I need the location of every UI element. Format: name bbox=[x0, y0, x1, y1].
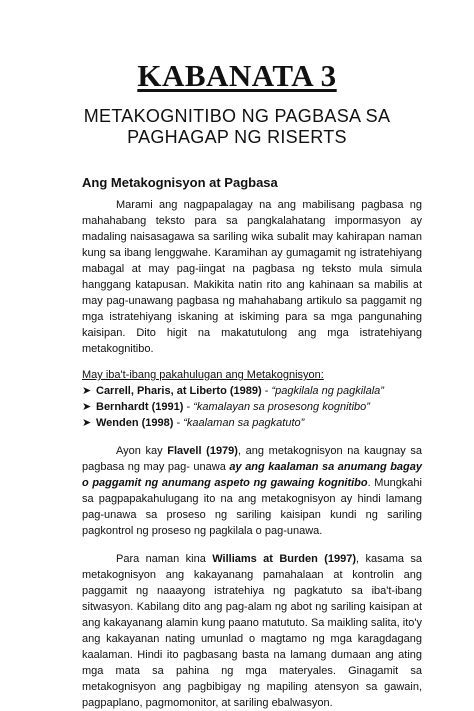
definitions-heading: May iba't-ibang pakahulugan ang Metakognisyon: bbox=[82, 369, 324, 381]
paragraph-2-rest: . Mungkahi sa pagpapakahulugang ito na ang metakognisyon ay hindi lamang pag-unawa sa proseso ng sariling kaisipan kundi ng sariling pagkontrol ng proseso ng pagkilala o pag-unawa. bbox=[82, 477, 422, 537]
paragraph-2-author: Flavell (1979) bbox=[167, 445, 238, 457]
definition-meaning: “kaalaman sa pagkatuto” bbox=[183, 417, 305, 429]
chapter-title: KABANATA 3 bbox=[137, 58, 337, 93]
definitions-list bbox=[82, 383, 422, 431]
definition-item bbox=[82, 415, 422, 431]
bullet-icon: ➤ bbox=[82, 417, 92, 429]
definition-meaning: “pagkilala ng pagkilala” bbox=[271, 385, 384, 397]
definition-separator: - bbox=[261, 385, 272, 397]
paragraph-2-mid: , ang metakognisyon na kaugnay sa pagbasa ng may pag- unawa bbox=[82, 445, 423, 473]
definition-item bbox=[82, 383, 422, 399]
definition-item bbox=[82, 399, 422, 415]
definition-separator: - bbox=[183, 401, 194, 413]
paragraph-3-lead: Para naman kina bbox=[116, 553, 213, 565]
paragraph-3-author: Williams at Burden (1997) bbox=[212, 553, 357, 565]
paragraph-1: Marami ang nagpapalagay na ang mabilisang pagbasa ng mahahabang teksto para sa pangkalahatang impormasyon ay madaling naisasagawa sa sariling wika subalit may kahirapan naman kung sa ibang lenggwahe. Karamihan ay gumagamit ng istratehiyang mabagal at may pag-iingat na pagbasa ng teksto mula simula hanggang katapusan. Makikita natin rito ang kahinaan sa mabilis at may pag-unawang pagbasa ng mahahabang artikulo sa paggamit ng mga istratehiyang iskaning at iskiming para sa mga pangunahing kaisipan. Dito higit na makatutulong ang mga istratehiyang metakognitibo. bbox=[82, 199, 422, 355]
bullet-icon: ➤ bbox=[82, 385, 92, 397]
paragraph-3 bbox=[82, 551, 422, 711]
paragraph-2-emphasis: ay ang kaalaman sa anumang bagay o paggamit ng anumang aspeto ng gawaing kognitibo bbox=[82, 461, 423, 489]
definition-author: Carrell, Pharis, at Liberto (1989) bbox=[96, 385, 262, 397]
definition-meaning: “kamalayan sa prosesong kognitibo” bbox=[193, 401, 370, 413]
paragraph-2-lead: Ayon kay bbox=[116, 445, 168, 457]
paragraph-2 bbox=[82, 443, 422, 539]
definition-author: Bernhardt (1991) bbox=[96, 401, 184, 413]
subtitle-line-1: METAKOGNITIBO NG PAGBASA SA bbox=[83, 106, 391, 126]
definition-author: Wenden (1998) bbox=[96, 417, 174, 429]
definition-separator: - bbox=[173, 417, 184, 429]
subtitle-line-2: PAGHAGAP NG RISERTS bbox=[127, 127, 347, 147]
section-heading: Ang Metakognisyon at Pagbasa bbox=[82, 175, 278, 190]
bullet-icon: ➤ bbox=[82, 401, 92, 413]
paragraph-3-rest: , kasama sa metakognisyon ang kakayanang pamahalaan at kontrolin ang paggamit ng naaayong istratehiya ng pagkatuto sa iba't-ibang sitwasyon. Kabilang dito ang pag-alam ng abot ng sariling kaisipan at ang kakayanang alamin kung paano matututo. Sa maikling salita, ito'y ang kakayanan nating umunlad o magtamo ng mga karagdagang kaalaman. Hindi ito pagbasang basta na lamang dumaan ang ating mga mata sa pahina ng mga materyales. Ginagamit sa metakognisyon ang pagbibigay ng mapiling atensyon sa gawain, pagpaplano, pagmomonitor, at sariling ebalwasyon. bbox=[82, 553, 422, 709]
